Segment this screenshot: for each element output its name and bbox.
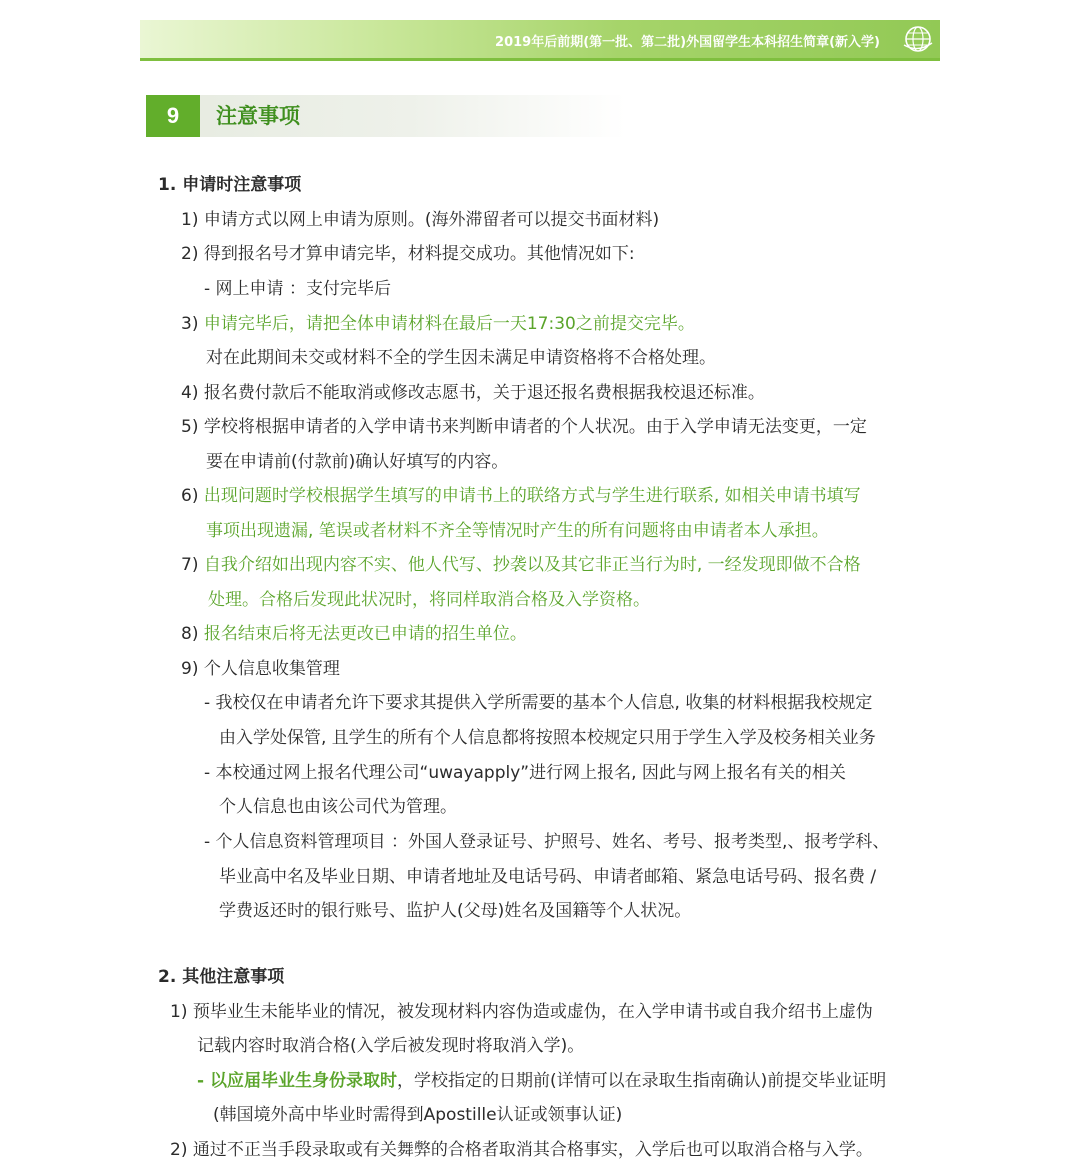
sub-list-continuation: 由入学处保管, 且学生的所有个人信息都将按照本校规定只用于学生入学及校务相关业务 bbox=[219, 728, 876, 748]
list-item: 2) 得到报名号才算申请完毕，材料提交成功。其他情况如下: bbox=[181, 244, 635, 264]
list-item-continuation: 记载内容时取消合格(入学后被发现时将取消入学)。 bbox=[197, 1036, 585, 1056]
sub-list-continuation: 毕业高中名及毕业日期、申请者地址及电话号码、申请者邮箱、紧急电话号码、报名费 / bbox=[219, 867, 877, 887]
list-item: 2) 通过不正当手段录取或有关舞弊的合格者取消其合格事实，入学后也可以取消合格与入学。 bbox=[170, 1140, 873, 1160]
list-number: 3) bbox=[181, 314, 204, 334]
highlight-text: - 以应届毕业生身份录取时 bbox=[197, 1071, 397, 1091]
sub-list-item: - 个人信息资料管理项目 ：外国人登录证号、护照号、姓名、考号、报考类型,、报考学科、 bbox=[204, 832, 890, 852]
list-item: 9) 个人信息收集管理 bbox=[181, 659, 340, 679]
list-item: 5) 学校将根据申请者的入学申请书来判断申请者的个人状况。由于入学申请无法变更，一定 bbox=[181, 417, 867, 437]
list-item: 1) 申请方式以网上申请为原则。(海外滞留者可以提交书面材料) bbox=[181, 210, 660, 230]
list-item bbox=[181, 623, 527, 645]
list-number: 7) bbox=[181, 555, 204, 575]
list-number: 6) bbox=[181, 486, 204, 506]
list-item-continuation: 处理。合格后发现此状况时，将同样取消合格及入学资格。 bbox=[208, 590, 650, 610]
sub-list-continuation: 学费返还时的银行账号、监护人(父母)姓名及国籍等个人状况。 bbox=[219, 901, 692, 921]
sub-list-continuation: 个人信息也由该公司代为管理。 bbox=[219, 797, 457, 817]
header-title: 2019年后前期(第一批、第二批)外国留学生本科招生简章(新入学) bbox=[495, 35, 880, 50]
sub-list-continuation: (韩国境外高中毕业时需得到Apostille认证或领事认证) bbox=[213, 1105, 623, 1125]
list-item bbox=[181, 485, 861, 507]
section-number-badge: 9 bbox=[146, 95, 200, 137]
list-item-continuation: 要在申请前(付款前)确认好填写的内容。 bbox=[206, 452, 509, 472]
section-heading bbox=[146, 95, 626, 137]
highlight-text: 出现问题时学校根据学生填写的申请书上的联络方式与学生进行联系, 如相关申请书填写 bbox=[203, 486, 861, 506]
list-item: 1) 预毕业生未能毕业的情况，被发现材料内容伪造或虚伪，在入学申请书或自我介绍书上虚伪 bbox=[170, 1002, 873, 1022]
sub-list-item bbox=[197, 1070, 886, 1092]
list-item-continuation: 事项出现遗漏, 笔误或者材料不齐全等情况时产生的所有问题将由申请者本人承担。 bbox=[206, 521, 829, 541]
page-header-bar bbox=[140, 20, 940, 61]
section-title: 注意事项 bbox=[216, 104, 300, 128]
sub-list-item: - 我校仅在申请者允许下要求其提供入学所需要的基本个人信息, 收集的材料根据我校规定 bbox=[204, 693, 873, 713]
part2-heading: 2. 其他注意事项 bbox=[158, 967, 285, 987]
highlight-text: 自我介绍如出现内容不实、他人代写、抄袭以及其它非正当行为时, 一经发现即做不合格 bbox=[203, 555, 861, 575]
list-item: 4) 报名费付款后不能取消或修改志愿书，关于退还报名费根据我校退还标准。 bbox=[181, 383, 765, 403]
sub-list-text: ，学校指定的日期前(详情可以在录取生指南确认)前提交毕业证明 bbox=[396, 1071, 887, 1091]
part1-heading: 1. 申请时注意事项 bbox=[158, 175, 302, 195]
sub-list-item: - 网上申请 ：支付完毕后 bbox=[204, 279, 391, 299]
list-item bbox=[181, 554, 861, 576]
list-number: 8) bbox=[181, 624, 204, 644]
globe-icon bbox=[902, 23, 934, 55]
list-item-continuation: 对在此期间未交或材料不全的学生因未满足申请资格将不合格处理。 bbox=[206, 348, 716, 368]
sub-list-item: - 本校通过网上报名代理公司“uwayapply”进行网上报名, 因此与网上报名有关的相关 bbox=[204, 763, 846, 783]
highlight-text: 申请完毕后，请把全体申请材料在最后一天17:30之前提交完毕。 bbox=[203, 314, 695, 334]
list-item bbox=[181, 313, 695, 335]
highlight-text: 报名结束后将无法更改已申请的招生单位。 bbox=[203, 624, 527, 644]
